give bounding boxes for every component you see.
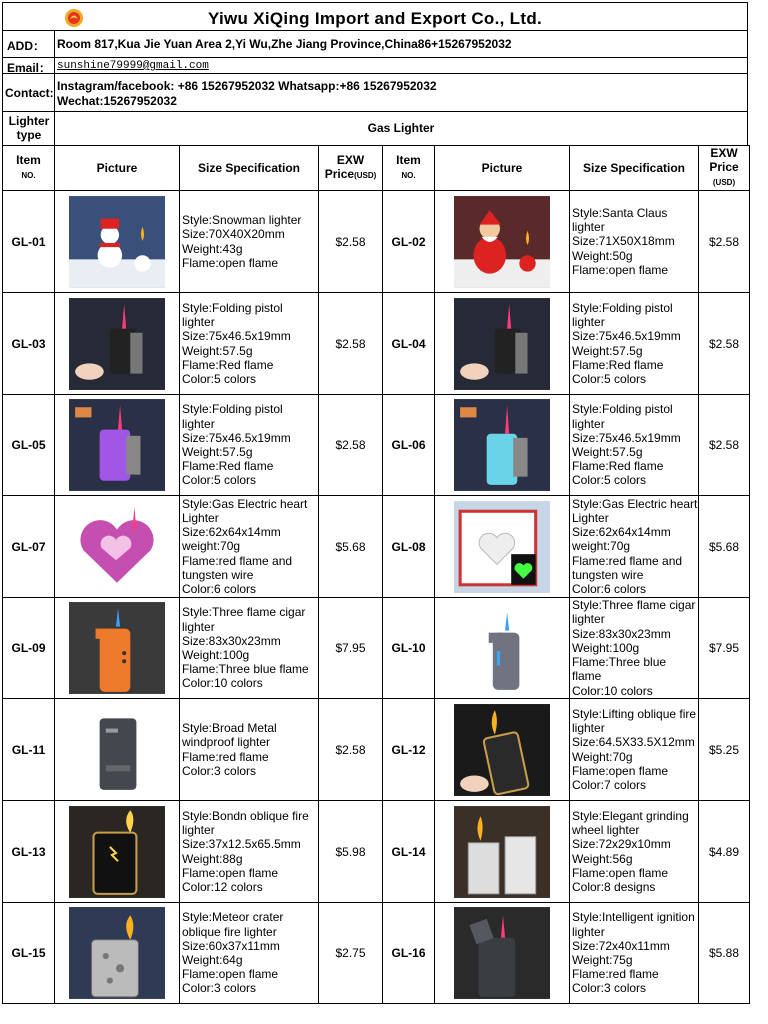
spec-line: Color:10 colors (182, 676, 263, 691)
heart-lighter-icon (69, 501, 165, 593)
exw-price: $5.25 (699, 699, 750, 801)
spec-line: Flame:red flame (182, 749, 269, 764)
spec-line: Color:3 colors (182, 763, 257, 778)
lighter-type-label: Lighter type (8, 114, 50, 142)
email-label: Email： (7, 61, 52, 75)
table-row (3, 496, 750, 598)
exw-price: $2.58 (319, 699, 383, 801)
exw-price: $7.95 (319, 598, 383, 699)
item-code: GL-10 (383, 598, 435, 699)
email-row (2, 57, 748, 73)
spec-line: Flame:Three blue flame (182, 662, 309, 677)
item-code: GL-01 (3, 191, 55, 293)
spec-line: Size:64.5X33.5X12mm (572, 735, 695, 750)
pistol-lighter-icon (454, 298, 550, 390)
product-picture (55, 598, 180, 699)
item-code: GL-03 (3, 293, 55, 395)
item-code: GL-09 (3, 598, 55, 699)
spec-line: Style:Intelligent ignition lighter (572, 910, 695, 939)
spec-line: Flame:open flame (182, 967, 279, 982)
item-code: GL-07 (3, 496, 55, 598)
lighter-type-value: Gas Lighter (367, 121, 435, 135)
spec-line: Color:5 colors (572, 371, 647, 386)
bondn-lighter-icon (69, 806, 165, 898)
contact-line-2: Wechat:15267952032 (57, 94, 177, 108)
exw-price: $2.58 (699, 293, 750, 395)
spec-line: Flame:Red flame (572, 357, 664, 372)
spec-line: Color:7 colors (572, 777, 647, 792)
address-label: ADD： (7, 39, 45, 53)
size-specification (180, 496, 319, 598)
pistol-lighter-blue-icon (454, 399, 550, 491)
size-specification (570, 395, 699, 496)
table-row (3, 293, 750, 395)
spec-line: Weight:57.5g (572, 445, 643, 459)
item-code: GL-15 (3, 903, 55, 1004)
item-code: GL-12 (383, 699, 435, 801)
spec-line: Size:71X50X18mm (572, 234, 675, 249)
size-specification (570, 598, 699, 699)
header-size-left: Size Specification (180, 146, 319, 191)
product-picture (55, 496, 180, 598)
spec-line: Weight:57.5g (182, 343, 253, 358)
spec-line: Style:Snowman lighter (182, 213, 302, 228)
exw-price: $2.58 (319, 395, 383, 496)
spec-line: Weight:100g (572, 640, 640, 655)
spec-line: weight:70g (572, 539, 631, 554)
spec-line: Size:70X40X20mm (182, 227, 285, 242)
product-picture (435, 293, 570, 395)
item-code: GL-04 (383, 293, 435, 395)
email-link[interactable]: sunshine79999@gmail.com (57, 60, 209, 72)
spec-line: Size:75x46.5x19mm (182, 329, 291, 344)
spec-line: Style:Elegant grinding wheel lighter (572, 808, 689, 838)
table-row (3, 903, 750, 1004)
exw-price: $2.58 (319, 191, 383, 293)
exw-price: $2.58 (699, 191, 750, 293)
header-size-right: Size Specification (570, 146, 699, 191)
spec-line: Size:62x64x14mm (572, 525, 671, 540)
spec-line: Weight:70g (572, 749, 633, 764)
exw-price: $2.75 (319, 903, 383, 1004)
address-value: Room 817,Kua Jie Yuan Area 2,Yi Wu,Zhe Jiang Province,China86+15267952032 (57, 37, 512, 51)
spec-line: Flame:Red flame (572, 459, 664, 474)
size-specification (570, 903, 699, 1004)
spec-line: Color:8 designs (572, 879, 656, 894)
spec-line: Style:Folding pistol lighter (182, 300, 283, 330)
product-picture (435, 699, 570, 801)
spec-line: Flame:open flame (572, 763, 669, 778)
exw-price: $5.68 (699, 496, 750, 598)
product-picture (55, 903, 180, 1004)
spec-line: Color:5 colors (572, 473, 647, 488)
spec-line: Weight:50g (572, 248, 633, 263)
product-picture (55, 801, 180, 903)
company-title: Yiwu XiQing Import and Export Co., Ltd. (207, 9, 543, 28)
header-item-left: Item NO. (3, 146, 55, 191)
spec-line: Weight:64g (182, 953, 243, 967)
exw-price: $7.95 (699, 598, 750, 699)
header-price-right: EXW Price (USD) (699, 146, 750, 191)
lighter-type-row (2, 111, 748, 145)
cigar-lighter-gray-icon (454, 602, 550, 694)
spec-line: Weight:43g (182, 241, 243, 256)
product-picture (435, 903, 570, 1004)
spec-line: Flame:Red flame (182, 357, 274, 372)
spec-line: Flame:red flame and tungsten wire (182, 553, 293, 582)
spec-line: Color:10 colors (572, 683, 653, 698)
intelligent-ignition-lighter-icon (454, 907, 550, 999)
exw-price: $5.98 (319, 801, 383, 903)
product-picture (55, 293, 180, 395)
spec-line: Style:Meteor crater oblique fire lighter (182, 910, 284, 939)
header-price-left: EXW Price(USD) (319, 146, 383, 191)
spec-line: Size:72x29x10mm (572, 837, 671, 852)
product-picture (435, 191, 570, 293)
spec-line: Color:6 colors (182, 582, 257, 596)
spec-line: Style:Three flame cigar lighter (572, 598, 696, 627)
spec-line: Weight:56g (572, 851, 633, 866)
spec-line: Style:Santa Claus lighter (572, 205, 668, 235)
spec-line: Weight:88g (182, 851, 243, 866)
item-code: GL-08 (383, 496, 435, 598)
size-specification (180, 395, 319, 496)
item-code: GL-16 (383, 903, 435, 1004)
table-row (3, 191, 750, 293)
spec-line: Weight:75g (572, 953, 633, 967)
size-specification (180, 598, 319, 699)
contact-label: Contact: (5, 86, 54, 100)
spec-line: Flame:red flame (572, 967, 659, 982)
spec-line: Size:60x37x11mm (182, 938, 280, 953)
spec-line: Style:Folding pistol lighter (572, 300, 673, 330)
spec-line: Color:5 colors (182, 371, 257, 386)
size-specification (180, 903, 319, 1004)
size-specification (180, 699, 319, 801)
spec-line: Style:Folding pistol lighter (572, 402, 673, 431)
spec-line: Flame:red flame and tungsten wire (572, 553, 683, 582)
exw-price: $2.58 (319, 293, 383, 395)
spec-line: Size:62x64x14mm (182, 525, 281, 540)
metal-windproof-lighter-icon (69, 704, 165, 796)
item-code: GL-02 (383, 191, 435, 293)
size-specification (570, 191, 699, 293)
grinding-wheel-lighter-icon (454, 806, 550, 898)
exw-price: $5.88 (699, 903, 750, 1004)
spec-line: Flame:open flame (182, 255, 279, 270)
item-code: GL-06 (383, 395, 435, 496)
spec-line: Size:75x46.5x19mm (572, 430, 681, 445)
product-picture (435, 395, 570, 496)
product-picture (435, 598, 570, 699)
contact-line-1: Instagram/facebook: +86 15267952032 Whatsapp:+86 15267952032 (57, 79, 437, 93)
snowman-lighter-icon (69, 196, 165, 288)
oblique-fire-lighter-icon (454, 704, 550, 796)
table-row (3, 598, 750, 699)
spec-line: Weight:57.5g (572, 343, 643, 358)
size-specification (180, 191, 319, 293)
address-row (2, 30, 748, 57)
contact-row (2, 73, 748, 111)
spec-line: Color:3 colors (572, 981, 647, 996)
spec-line: Size:75x46.5x19mm (182, 430, 291, 445)
product-picture (55, 395, 180, 496)
size-specification (570, 699, 699, 801)
header-picture-right: Picture (435, 146, 570, 191)
size-specification (180, 293, 319, 395)
spec-line: Style:Broad Metal windproof lighter (182, 721, 277, 750)
heart-lighter-box-icon (454, 501, 550, 593)
size-specification (180, 801, 319, 903)
spec-line: Color:6 colors (572, 582, 647, 596)
header-picture-left: Picture (55, 146, 180, 191)
size-specification (570, 496, 699, 598)
spec-line: weight:70g (182, 539, 241, 554)
spec-line: Flame:open flame (182, 865, 279, 880)
size-specification (570, 801, 699, 903)
spec-line: Flame:Three blue flame (572, 655, 667, 684)
item-code: GL-11 (3, 699, 55, 801)
spec-line: Size:83x30x23mm (572, 626, 671, 641)
pistol-lighter-icon (69, 298, 165, 390)
meteor-crater-lighter-icon (69, 907, 165, 999)
spec-line: Style:Gas Electric heart Lighter (182, 496, 308, 525)
product-picture (435, 801, 570, 903)
spec-line: Color:5 colors (182, 473, 257, 488)
product-table (2, 145, 750, 1004)
size-specification (570, 293, 699, 395)
spec-line: Flame:open flame (572, 262, 669, 277)
spec-line: Style:Three flame cigar lighter (182, 605, 306, 634)
pistol-lighter-purple-icon (69, 399, 165, 491)
table-header-row (3, 146, 750, 191)
product-picture (435, 496, 570, 598)
spec-line: Style:Gas Electric heart Lighter (572, 496, 698, 525)
item-code: GL-13 (3, 801, 55, 903)
exw-price: $4.89 (699, 801, 750, 903)
product-picture (55, 191, 180, 293)
spec-line: Size:75x46.5x19mm (572, 329, 681, 344)
spec-line: Style:Bondn oblique fire lighter (182, 808, 309, 838)
spec-line: Style:Folding pistol lighter (182, 402, 283, 431)
table-row (3, 395, 750, 496)
spec-line: Weight:100g (182, 648, 250, 662)
table-row (3, 801, 750, 903)
exw-price: $5.68 (319, 496, 383, 598)
item-code: GL-14 (383, 801, 435, 903)
spec-line: Style:Lifting oblique fire lighter (572, 706, 697, 736)
spec-line: Flame:open flame (572, 865, 669, 880)
spec-line: Size:72x40x11mm (572, 938, 670, 953)
item-code: GL-05 (3, 395, 55, 496)
spec-line: Flame:Red flame (182, 459, 274, 474)
spec-line: Color:3 colors (182, 981, 257, 996)
title-row (2, 2, 748, 30)
spec-line: Color:12 colors (182, 879, 263, 894)
product-picture (55, 699, 180, 801)
spec-line: Size:83x30x23mm (182, 633, 281, 648)
spec-line: Size:37x12.5x65.5mm (182, 837, 301, 852)
exw-price: $2.58 (699, 395, 750, 496)
table-row (3, 699, 750, 801)
spec-line: Weight:57.5g (182, 445, 253, 459)
header-item-right: Item NO. (383, 146, 435, 191)
santa-lighter-icon (454, 196, 550, 288)
cigar-lighter-orange-icon (69, 602, 165, 694)
